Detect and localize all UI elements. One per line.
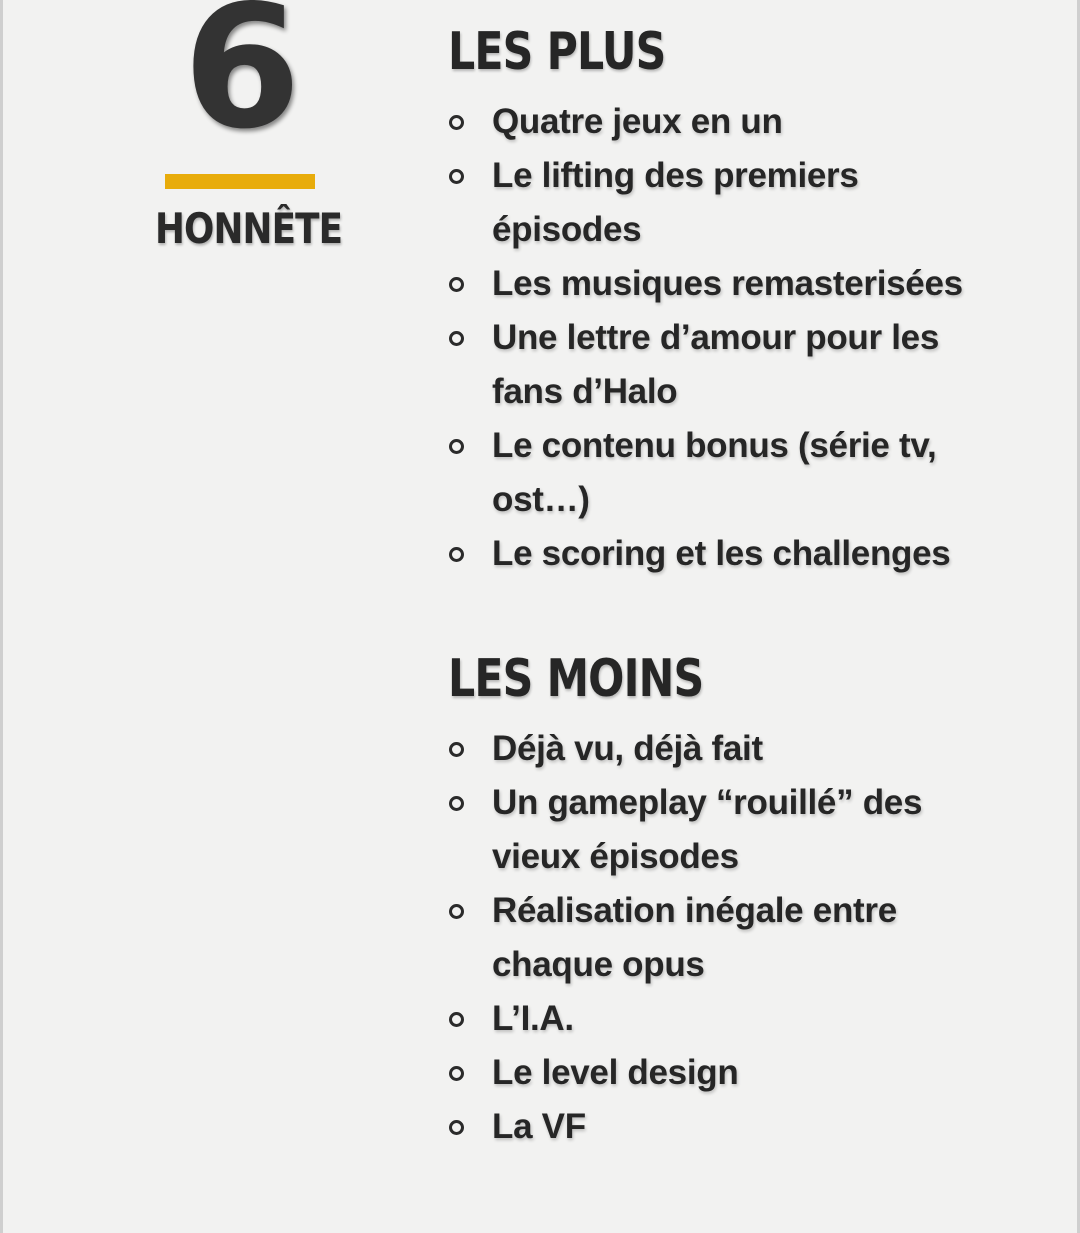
frame-border-left [0,0,3,1233]
pros-item [448,419,968,527]
score-verdict: HONNÊTE [155,204,343,253]
pros-item-label: Le contenu bonus (série tv, ost…) [492,426,937,519]
cons-item-label: Déjà vu, déjà fait [492,729,763,768]
bullet-icon [449,115,464,130]
cons-item-label: La VF [492,1107,586,1146]
bullet-icon [449,1012,464,1027]
pros-item-label: Une lettre d’amour pour les fans d’Halo [492,318,939,411]
cons-title: LES MOINS [448,649,704,709]
bullet-icon [449,169,464,184]
bullet-icon [449,547,464,562]
pros-item [448,527,968,581]
bullet-icon [449,277,464,292]
pros-item [448,95,968,149]
score-bar [165,174,315,189]
pros-item [448,149,968,257]
pros-item-label: Les musiques remasterisées [492,264,963,303]
cons-item [448,1046,968,1100]
pros-item [448,311,968,419]
bullet-icon [449,439,464,454]
bullet-icon [449,796,464,811]
cons-item-label: Le level design [492,1053,739,1092]
cons-item-label: Réalisation inégale entre chaque opus [492,891,897,984]
pros-list [448,95,968,581]
bullet-icon [449,904,464,919]
score-value: 6 [182,0,298,167]
bullet-icon [449,1066,464,1081]
pros-title: LES PLUS [448,22,666,82]
pros-item-label: Le lifting des premiers épisodes [492,156,859,249]
cons-item [448,776,968,884]
pros-item-label: Quatre jeux en un [492,102,783,141]
cons-list [448,722,968,1154]
cons-item [448,1100,968,1154]
pros-item [448,257,968,311]
cons-item [448,722,968,776]
cons-item [448,992,968,1046]
cons-item [448,884,968,992]
pros-item-label: Le scoring et les challenges [492,534,951,573]
bullet-icon [449,1120,464,1135]
bullet-icon [449,742,464,757]
cons-item-label: L’I.A. [492,999,574,1038]
bullet-icon [449,331,464,346]
cons-item-label: Un gameplay “rouillé” des vieux épisodes [492,783,923,876]
